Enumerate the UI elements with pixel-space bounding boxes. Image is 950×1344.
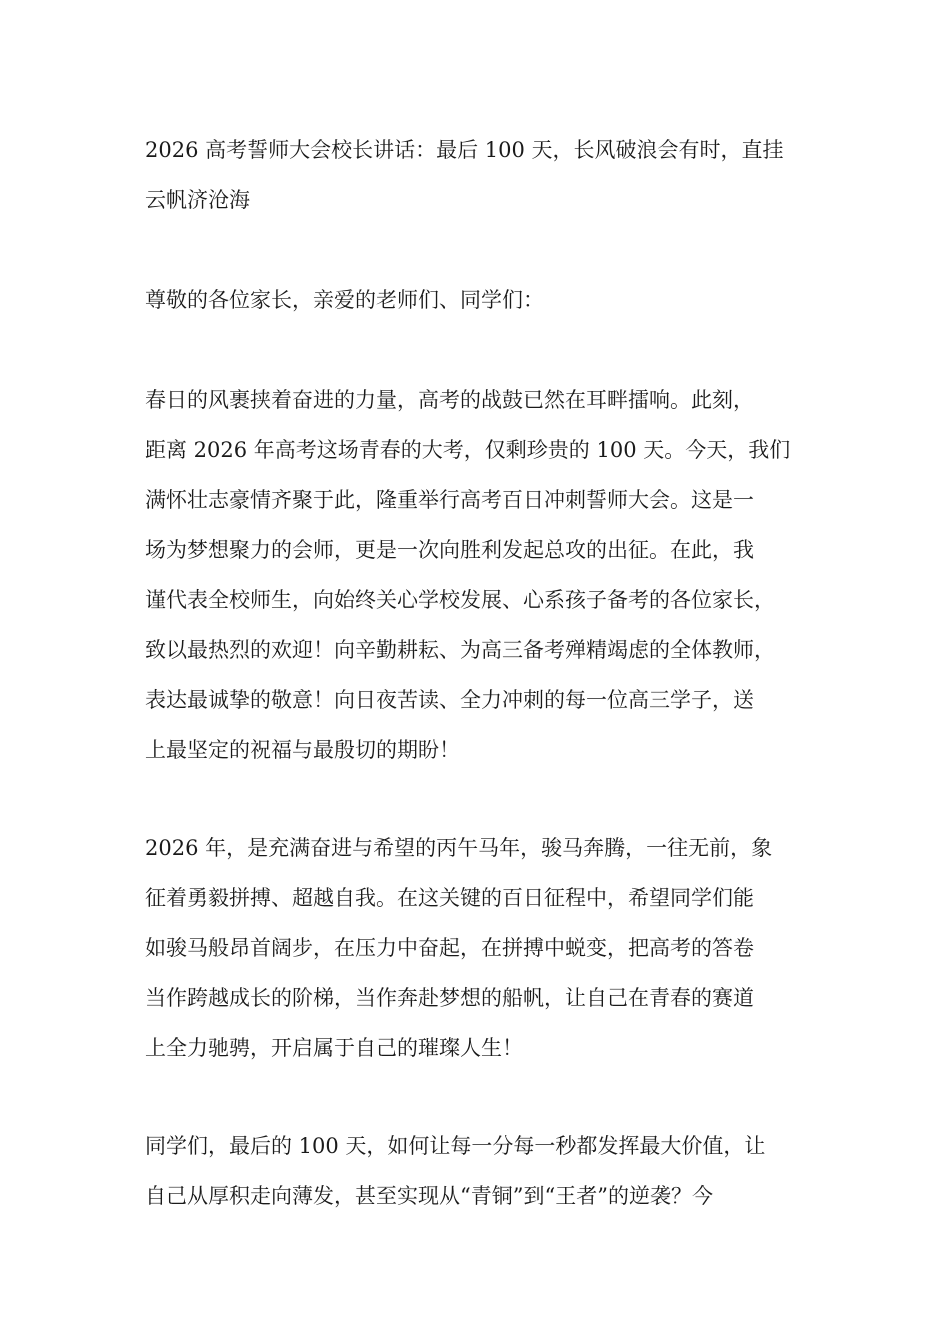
paragraph-line: 场为梦想聚力的会师，更是一次向胜利发起总攻的出征。在此，我 [145, 538, 754, 562]
paragraph-line: 满怀壮志豪情齐聚于此，隆重举行高考百日冲刺誓师大会。这是一 [145, 488, 754, 512]
paragraph-line: 谨代表全校师生，向始终关心学校发展、心系孩子备考的各位家长， [145, 588, 775, 612]
paragraph-line: 2026 年，是充满奋进与希望的丙午马年，骏马奔腾，一往无前，象 [145, 836, 773, 860]
title-line: 云帆济沧海 [145, 188, 250, 212]
title-line: 2026 高考誓师大会校长讲话：最后 100 天，长风破浪会有时，直挂 [145, 138, 784, 162]
paragraph-line: 自己从厚积走向薄发，甚至实现从“青铜”到“王者”的逆袭？今 [145, 1184, 713, 1208]
paragraph-line: 征着勇毅拼搏、超越自我。在这关键的百日征程中，希望同学们能 [145, 886, 754, 910]
paragraph-line: 致以最热烈的欢迎！向辛勤耕耘、为高三备考殚精竭虑的全体教师， [145, 638, 775, 662]
paragraph-line: 春日的风裹挟着奋进的力量，高考的战鼓已然在耳畔擂响。此刻， [145, 388, 754, 412]
paragraph-line: 上全力驰骋，开启属于自己的璀璨人生！ [145, 1036, 523, 1060]
greeting: 尊敬的各位家长，亲爱的老师们、同学们： [145, 288, 544, 312]
paragraph-line: 上最坚定的祝福与最殷切的期盼！ [145, 738, 460, 762]
paragraph-line: 同学们，最后的 100 天，如何让每一分每一秒都发挥最大价值，让 [145, 1134, 766, 1158]
paragraph-line: 如骏马般昂首阔步，在压力中奋起，在拼搏中蜕变，把高考的答卷 [145, 936, 754, 960]
paragraph-line: 当作跨越成长的阶梯，当作奔赴梦想的船帆，让自己在青春的赛道 [145, 986, 754, 1010]
paragraph-line: 表达最诚挚的敬意！向日夜苦读、全力冲刺的每一位高三学子，送 [145, 688, 754, 712]
paragraph-line: 距离 2026 年高考这场青春的大考，仅剩珍贵的 100 天。今天，我们 [145, 438, 791, 462]
